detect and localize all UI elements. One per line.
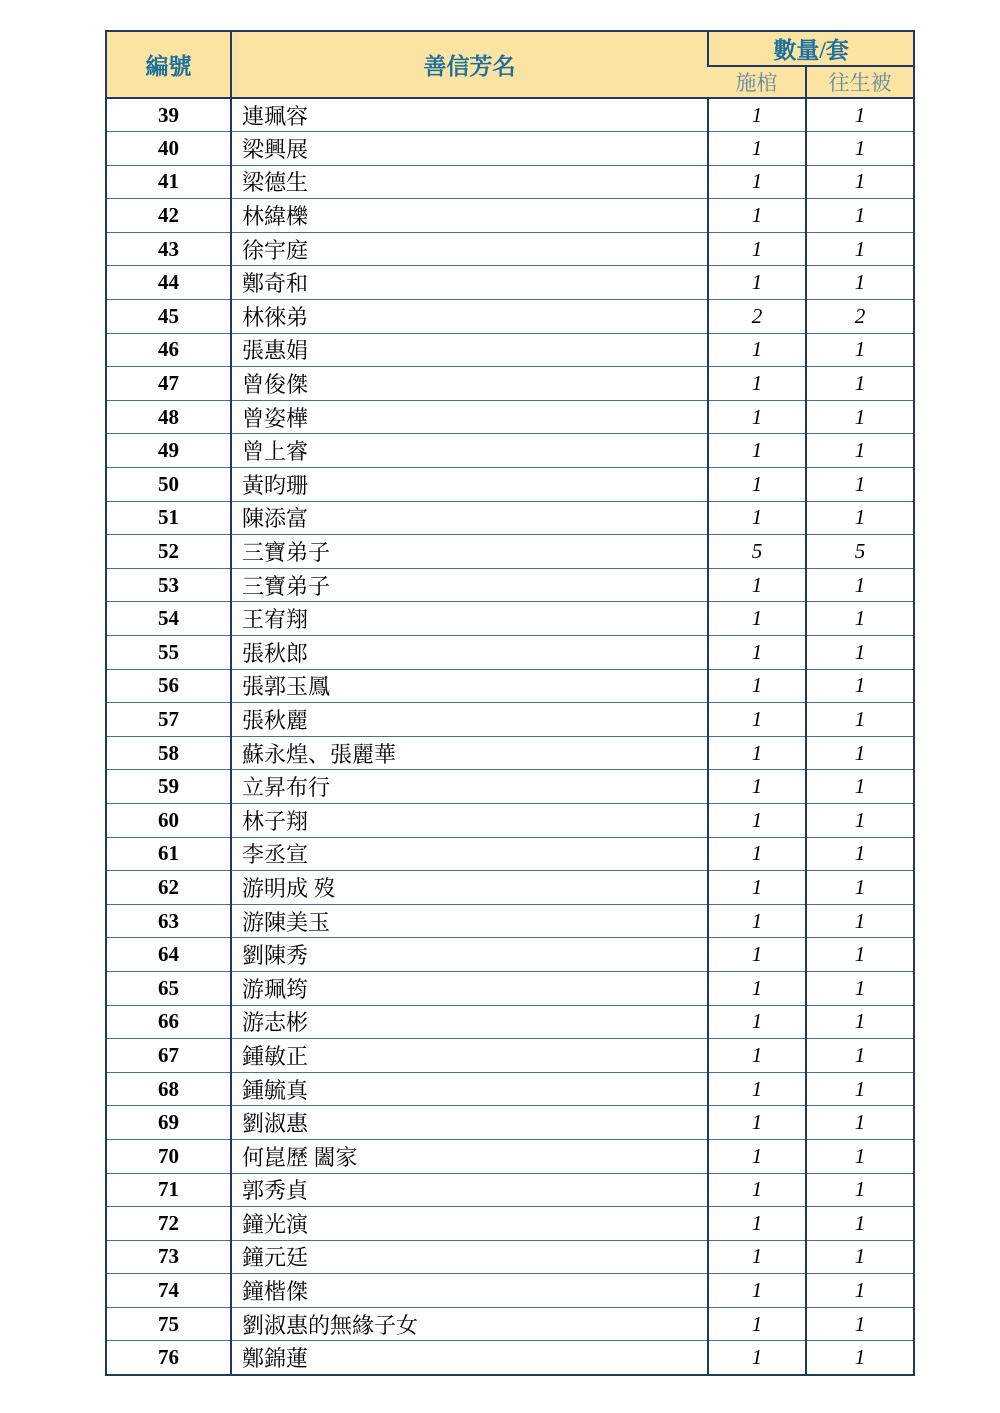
cell-row-number: 54	[106, 602, 231, 636]
table-row	[106, 400, 914, 434]
cell-shroud-qty: 1	[806, 199, 914, 233]
cell-donor-name: 鄭錦蓮	[231, 1341, 708, 1375]
table-row	[106, 434, 914, 468]
table-body	[106, 98, 914, 1375]
cell-coffin-qty: 1	[708, 1274, 806, 1308]
cell-shroud-qty: 1	[806, 703, 914, 737]
cell-coffin-qty: 1	[708, 770, 806, 804]
cell-coffin-qty: 1	[708, 971, 806, 1005]
cell-shroud-qty: 1	[806, 1005, 914, 1039]
cell-coffin-qty: 1	[708, 703, 806, 737]
cell-donor-name: 劉淑惠的無緣子女	[231, 1307, 708, 1341]
cell-coffin-qty: 1	[708, 232, 806, 266]
table-row	[106, 501, 914, 535]
cell-donor-name: 張秋郎	[231, 636, 708, 670]
cell-shroud-qty: 1	[806, 669, 914, 703]
cell-row-number: 58	[106, 736, 231, 770]
cell-donor-name: 三寶弟子	[231, 535, 708, 569]
cell-donor-name: 鐘楷傑	[231, 1274, 708, 1308]
cell-shroud-qty: 1	[806, 468, 914, 502]
cell-shroud-qty: 1	[806, 568, 914, 602]
cell-shroud-qty: 1	[806, 1341, 914, 1375]
cell-donor-name: 梁興展	[231, 132, 708, 166]
table-row	[106, 266, 914, 300]
cell-donor-name: 劉淑惠	[231, 1106, 708, 1140]
cell-row-number: 74	[106, 1274, 231, 1308]
cell-shroud-qty: 1	[806, 367, 914, 401]
cell-row-number: 40	[106, 132, 231, 166]
cell-row-number: 73	[106, 1240, 231, 1274]
cell-coffin-qty: 1	[708, 871, 806, 905]
cell-shroud-qty: 1	[806, 904, 914, 938]
table-row	[106, 904, 914, 938]
cell-shroud-qty: 1	[806, 636, 914, 670]
cell-row-number: 43	[106, 232, 231, 266]
cell-row-number: 59	[106, 770, 231, 804]
cell-row-number: 76	[106, 1341, 231, 1375]
cell-row-number: 72	[106, 1207, 231, 1241]
cell-row-number: 62	[106, 871, 231, 905]
table-row	[106, 1005, 914, 1039]
header-shroud: 往生被	[806, 66, 914, 98]
cell-shroud-qty: 1	[806, 1106, 914, 1140]
header-coffin: 施棺	[708, 66, 806, 98]
table-row	[106, 1139, 914, 1173]
cell-shroud-qty: 1	[806, 1173, 914, 1207]
table-row	[106, 669, 914, 703]
table-row	[106, 1274, 914, 1308]
table-row	[106, 971, 914, 1005]
cell-shroud-qty: 1	[806, 98, 914, 132]
cell-row-number: 70	[106, 1139, 231, 1173]
cell-row-number: 67	[106, 1039, 231, 1073]
table-row	[106, 232, 914, 266]
table-row	[106, 1039, 914, 1073]
cell-shroud-qty: 1	[806, 1307, 914, 1341]
cell-coffin-qty: 1	[708, 904, 806, 938]
cell-donor-name: 李丞宣	[231, 837, 708, 871]
table-row	[106, 535, 914, 569]
cell-row-number: 65	[106, 971, 231, 1005]
table-row	[106, 1072, 914, 1106]
cell-donor-name: 王宥翔	[231, 602, 708, 636]
cell-shroud-qty: 1	[806, 1072, 914, 1106]
cell-row-number: 66	[106, 1005, 231, 1039]
cell-row-number: 53	[106, 568, 231, 602]
cell-shroud-qty: 1	[806, 400, 914, 434]
cell-row-number: 71	[106, 1173, 231, 1207]
cell-donor-name: 何崑歷 闔家	[231, 1139, 708, 1173]
cell-shroud-qty: 1	[806, 602, 914, 636]
cell-shroud-qty: 5	[806, 535, 914, 569]
cell-coffin-qty: 1	[708, 803, 806, 837]
cell-donor-name: 鍾敏正	[231, 1039, 708, 1073]
cell-shroud-qty: 1	[806, 736, 914, 770]
cell-coffin-qty: 1	[708, 736, 806, 770]
cell-row-number: 55	[106, 636, 231, 670]
cell-shroud-qty: 1	[806, 232, 914, 266]
cell-row-number: 51	[106, 501, 231, 535]
cell-coffin-qty: 1	[708, 568, 806, 602]
cell-shroud-qty: 1	[806, 501, 914, 535]
cell-coffin-qty: 2	[708, 300, 806, 334]
table-row	[106, 333, 914, 367]
table-row	[106, 602, 914, 636]
cell-shroud-qty: 1	[806, 1240, 914, 1274]
cell-donor-name: 林子翔	[231, 803, 708, 837]
cell-row-number: 57	[106, 703, 231, 737]
cell-donor-name: 張惠娟	[231, 333, 708, 367]
cell-donor-name: 梁德生	[231, 165, 708, 199]
cell-donor-name: 林徠弟	[231, 300, 708, 334]
cell-coffin-qty: 1	[708, 636, 806, 670]
table-row	[106, 736, 914, 770]
cell-shroud-qty: 1	[806, 971, 914, 1005]
cell-row-number: 69	[106, 1106, 231, 1140]
cell-coffin-qty: 1	[708, 1341, 806, 1375]
cell-coffin-qty: 1	[708, 1039, 806, 1073]
cell-shroud-qty: 1	[806, 803, 914, 837]
cell-coffin-qty: 1	[708, 1072, 806, 1106]
cell-row-number: 75	[106, 1307, 231, 1341]
cell-donor-name: 連珮容	[231, 98, 708, 132]
cell-coffin-qty: 1	[708, 434, 806, 468]
cell-row-number: 49	[106, 434, 231, 468]
cell-donor-name: 張郭玉鳳	[231, 669, 708, 703]
cell-row-number: 39	[106, 98, 231, 132]
cell-donor-name: 鐘光演	[231, 1207, 708, 1241]
cell-row-number: 63	[106, 904, 231, 938]
header-name: 善信芳名	[231, 31, 708, 98]
cell-donor-name: 游陳美玉	[231, 904, 708, 938]
cell-row-number: 46	[106, 333, 231, 367]
cell-coffin-qty: 1	[708, 837, 806, 871]
donor-list-table	[105, 30, 915, 1376]
cell-coffin-qty: 1	[708, 367, 806, 401]
cell-donor-name: 郭秀貞	[231, 1173, 708, 1207]
cell-shroud-qty: 1	[806, 938, 914, 972]
cell-coffin-qty: 1	[708, 1173, 806, 1207]
cell-row-number: 60	[106, 803, 231, 837]
cell-shroud-qty: 1	[806, 871, 914, 905]
cell-coffin-qty: 1	[708, 165, 806, 199]
cell-coffin-qty: 5	[708, 535, 806, 569]
cell-shroud-qty: 1	[806, 434, 914, 468]
cell-row-number: 44	[106, 266, 231, 300]
cell-coffin-qty: 1	[708, 98, 806, 132]
cell-donor-name: 張秋麗	[231, 703, 708, 737]
cell-row-number: 52	[106, 535, 231, 569]
table-row	[106, 132, 914, 166]
table-row	[106, 1341, 914, 1375]
table-row	[106, 468, 914, 502]
cell-coffin-qty: 1	[708, 333, 806, 367]
cell-donor-name: 鍾毓真	[231, 1072, 708, 1106]
cell-donor-name: 立昇布行	[231, 770, 708, 804]
table-row	[106, 1173, 914, 1207]
cell-donor-name: 游明成 歿	[231, 871, 708, 905]
table-row	[106, 938, 914, 972]
cell-donor-name: 鐘元廷	[231, 1240, 708, 1274]
cell-row-number: 61	[106, 837, 231, 871]
table-row	[106, 165, 914, 199]
cell-row-number: 42	[106, 199, 231, 233]
table-row	[106, 636, 914, 670]
cell-shroud-qty: 1	[806, 1139, 914, 1173]
cell-donor-name: 曾上睿	[231, 434, 708, 468]
cell-shroud-qty: 1	[806, 132, 914, 166]
cell-coffin-qty: 1	[708, 1307, 806, 1341]
table-row	[106, 803, 914, 837]
table-row	[106, 770, 914, 804]
table-row	[106, 703, 914, 737]
table-row	[106, 1307, 914, 1341]
cell-coffin-qty: 1	[708, 199, 806, 233]
cell-coffin-qty: 1	[708, 266, 806, 300]
table-header	[106, 31, 914, 98]
cell-coffin-qty: 1	[708, 468, 806, 502]
cell-shroud-qty: 1	[806, 1274, 914, 1308]
table-row	[106, 871, 914, 905]
cell-row-number: 56	[106, 669, 231, 703]
cell-donor-name: 三寶弟子	[231, 568, 708, 602]
cell-shroud-qty: 1	[806, 266, 914, 300]
cell-coffin-qty: 1	[708, 1207, 806, 1241]
cell-row-number: 47	[106, 367, 231, 401]
cell-coffin-qty: 1	[708, 1005, 806, 1039]
cell-donor-name: 曾俊傑	[231, 367, 708, 401]
cell-shroud-qty: 1	[806, 770, 914, 804]
cell-row-number: 41	[106, 165, 231, 199]
cell-row-number: 45	[106, 300, 231, 334]
table-row	[106, 300, 914, 334]
cell-coffin-qty: 1	[708, 501, 806, 535]
cell-row-number: 64	[106, 938, 231, 972]
cell-donor-name: 黃昀珊	[231, 468, 708, 502]
cell-shroud-qty: 1	[806, 1039, 914, 1073]
cell-donor-name: 徐宇庭	[231, 232, 708, 266]
cell-coffin-qty: 1	[708, 1139, 806, 1173]
cell-shroud-qty: 1	[806, 333, 914, 367]
cell-coffin-qty: 1	[708, 1240, 806, 1274]
cell-donor-name: 蘇永煌、張麗華	[231, 736, 708, 770]
table-row	[106, 199, 914, 233]
cell-row-number: 48	[106, 400, 231, 434]
table-row	[106, 98, 914, 132]
cell-donor-name: 陳添富	[231, 501, 708, 535]
cell-coffin-qty: 1	[708, 132, 806, 166]
cell-shroud-qty: 2	[806, 300, 914, 334]
cell-donor-name: 劉陳秀	[231, 938, 708, 972]
cell-row-number: 50	[106, 468, 231, 502]
header-id: 編號	[106, 31, 231, 98]
cell-donor-name: 鄭奇和	[231, 266, 708, 300]
cell-donor-name: 林緯櫟	[231, 199, 708, 233]
table-row	[106, 1106, 914, 1140]
cell-row-number: 68	[106, 1072, 231, 1106]
table-row	[106, 568, 914, 602]
cell-donor-name: 游志彬	[231, 1005, 708, 1039]
header-quantity-group: 數量/套	[708, 31, 914, 66]
table-row	[106, 837, 914, 871]
cell-donor-name: 游珮筠	[231, 971, 708, 1005]
cell-donor-name: 曾姿樺	[231, 400, 708, 434]
table-row	[106, 1207, 914, 1241]
cell-shroud-qty: 1	[806, 837, 914, 871]
table-row	[106, 1240, 914, 1274]
cell-coffin-qty: 1	[708, 938, 806, 972]
cell-coffin-qty: 1	[708, 400, 806, 434]
cell-coffin-qty: 1	[708, 602, 806, 636]
cell-shroud-qty: 1	[806, 165, 914, 199]
cell-coffin-qty: 1	[708, 1106, 806, 1140]
cell-coffin-qty: 1	[708, 669, 806, 703]
cell-shroud-qty: 1	[806, 1207, 914, 1241]
table-row	[106, 367, 914, 401]
